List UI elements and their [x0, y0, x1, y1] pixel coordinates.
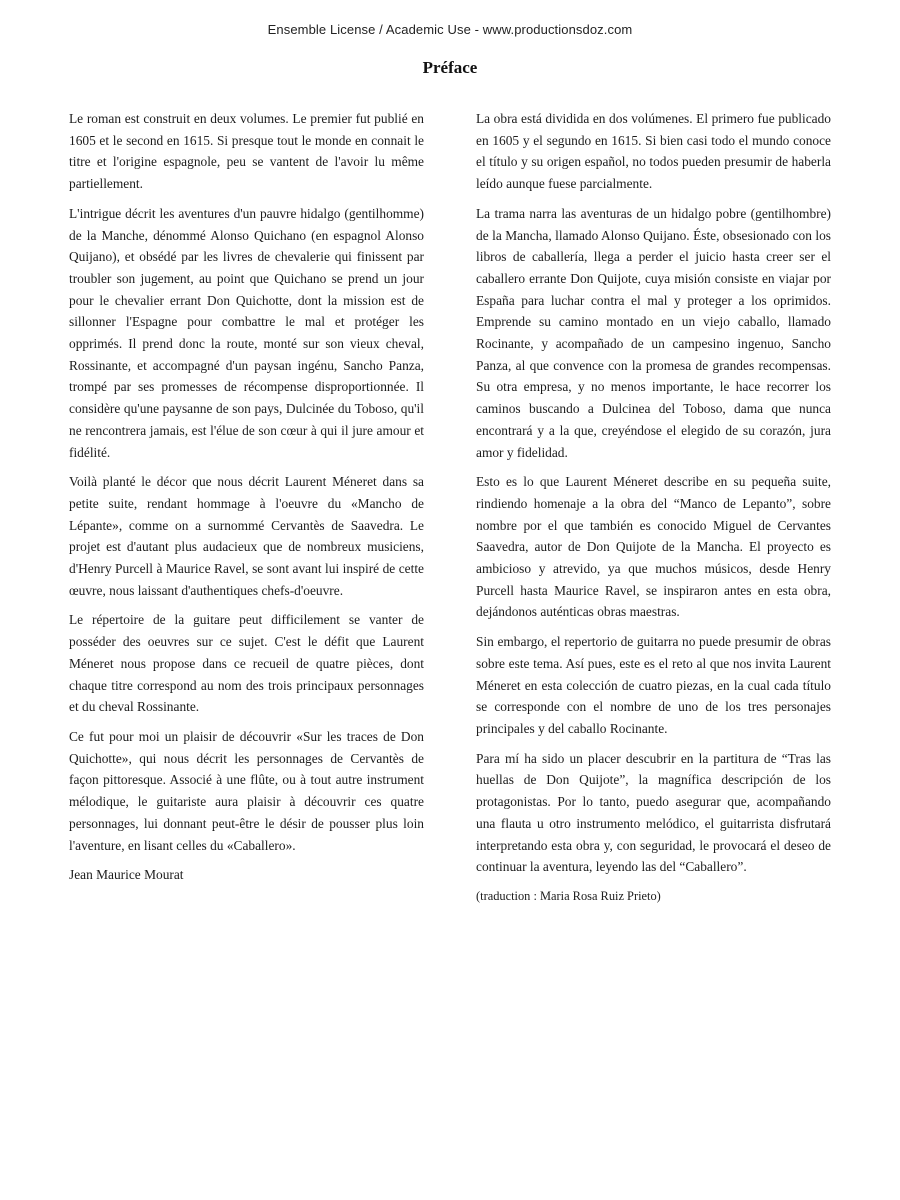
french-paragraph: Le roman est construit en deux volumes. Le premier fut publié en 1605 et le second en 1615. Si presque tout le monde en connait le titre et l'origine espagnole, peu se vantent de l'avoir lu même partiellement. — [69, 111, 424, 192]
translator-credit: (traduction : Maria Rosa Ruiz Prieto) — [476, 888, 661, 903]
french-paragraph: Ce fut pour moi un plaisir de découvrir «Sur les traces de Don Quichotte», qui nous décrit les personnages de Cervantès de façon pittoresque. Associé à une flûte, ou à tout autre instrument mélodique, le guitariste aura plaisir à découvrir ces quatre personnages, lui donnant peut-être le désir de pousser plus loin l'aventure, en lisant celles du «Caballero». — [69, 728, 424, 853]
french-column — [69, 108, 424, 894]
french-paragraph: Voilà planté le décor que nous décrit Laurent Méneret dans sa petite suite, rendant hommage à l'oeuvre du «Mancho de Lépante», comme on a surnommé Cervantès de Saavedra. Le projet est d'autant plus audacieux que de nombreux musiciens, d'Henry Purcell à Maurice Ravel, se sont avant lui inspiré de cette œuvre, nous laissant d'authentiques chefs-d'oeuvre. — [69, 474, 424, 598]
french-paragraph: Le répertoire de la guitare peut difficilement se vanter de posséder des oeuvres sur ce sujet. C'est le défit que Laurent Méneret nous propose dans ce recueil de quatre pièces, dont chaque titre correspond au nom des trois principaux personnages et du cheval Rossinante. — [69, 612, 424, 715]
spanish-paragraph: Sin embargo, el repertorio de guitarra no puede presumir de obras sobre este tema. Así pues, este es el reto al que nos invita Laurent Méneret en esta colección de cuatro piezas, en la cual cada título se corresponde con el nombre de uno de los tres personajes principales y del caballo Rocinante. — [476, 634, 831, 736]
spanish-paragraph: Para mí ha sido un placer descubrir en la partitura de “Tras las huellas de Don Quijote”, la magnífica descripción de los protagonistas. Por lo tanto, puedo asegurar que, acompañando una flauta u otro instrumento melódico, el guitarrista disfrutará interpretando esta obra y, con seguridad, le provocará el deseo de continuar la aventura, leyendo las del “Caballero”. — [476, 750, 831, 875]
spanish-paragraph: Esto es lo que Laurent Méneret describe en su pequeña suite, rindiendo homenaje a la obra del “Manco de Lepanto”, sobre nombre por el que también es conocido Miguel de Cervantes Saavedra, autor de Don Quijote de la Mancha. El proyecto es ambicioso y atrevido, ya que muchos músicos, desde Henry Purcell hasta Maurice Ravel, se inspiraron antes en esta obra, dejándonos auténticas obras maestras. — [476, 474, 831, 620]
spanish-column — [476, 108, 831, 916]
license-header: Ensemble License / Academic Use - www.productionsdoz.com — [267, 22, 633, 37]
spanish-paragraph: La obra está dividida en dos volúmenes. El primero fue publicado en 1605 y el segundo en 1615. Si bien casi todo el mundo conoce el título y su origen español, no todos pueden presumir de haberla leído aunque fuese parcialmente. — [476, 111, 831, 192]
spanish-paragraph: La trama narra las aventuras de un hidalgo pobre (gentilhombre) de la Mancha, llamado Alonso Quijano. Éste, obsesionado con los libros de caballería, llega a perder el juicio hasta creer ser el caballero errante Don Quijote, cuya misión consiste en viajar por España para luchar contra el mal y proteger a los oprimidos. Emprende su camino montado en un viejo caballo, llamado Rocinante, y acompañado de un campesino ingenuo, Sancho Panza, al que convence con la promesa de grandes recompensas. Su otra empresa, y no menos importante, le hace recorrer los caminos buscando a Dulcinea del Toboso, dama que nunca encontrará y a la que, creyéndose el elegido de su corazón, jura amor y fidelidad. — [476, 205, 831, 460]
page-title: Préface — [422, 58, 478, 77]
author-signature: Jean Maurice Mourat — [69, 867, 184, 883]
french-paragraph: L'intrigue décrit les aventures d'un pauvre hidalgo (gentilhomme) de la Manche, dénommé Alonso Quichano (en espagnol Alonso Quijano), et obsédé par les livres de chevalerie qui finissent par troubler son jugement, au point que Quichano se prend un jour pour le chevalier errant Don Quichotte, dont la mission est de sillonner l'Espagne pour combattre le mal et protéger les opprimés. Il prend donc la route, monté sur son vieux cheval, Rossinante, et accompagné d'un paysan ingénu, Sancho Panza, trompé par ses promesses de récompense disproportionnée. Il considère qu'une paysanne de son pays, Dulcinée du Toboso, qu'il ne rencontrera jamais, est l'élue de son cœur à qui il jure amour et fidélité. — [69, 205, 424, 460]
